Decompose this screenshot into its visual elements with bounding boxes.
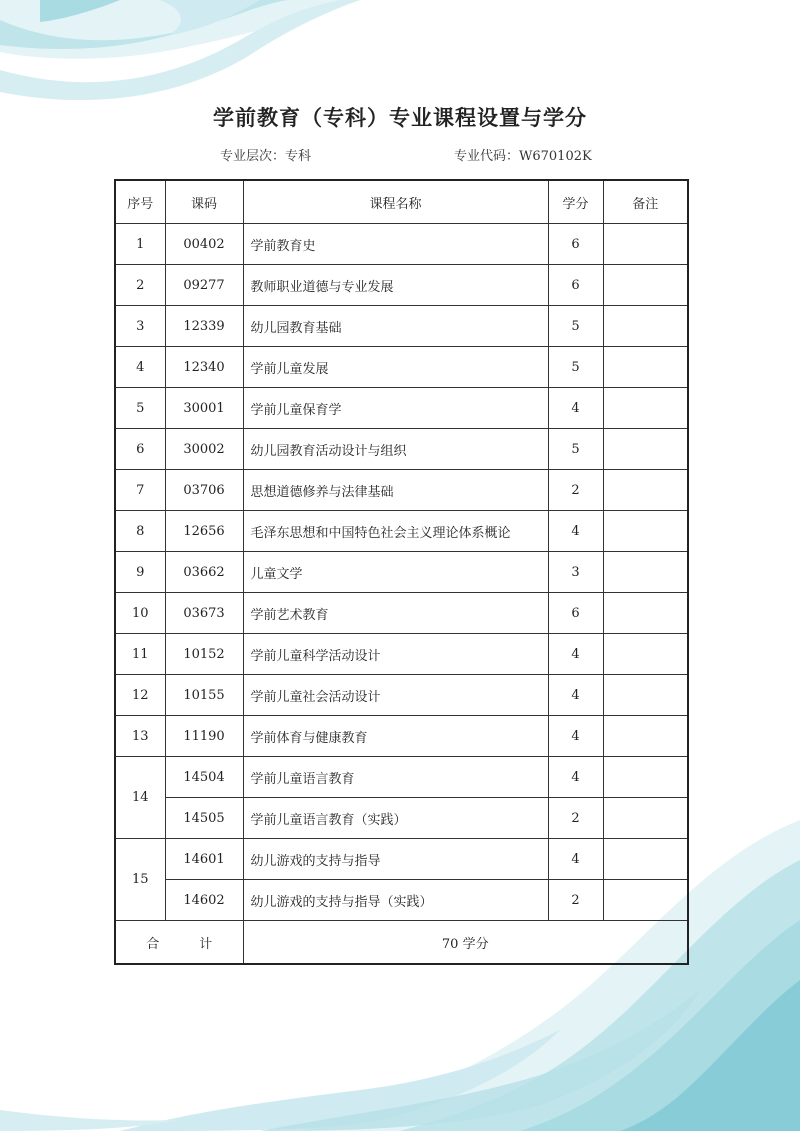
cell-credit: 4 <box>548 839 603 880</box>
header-code: 课码 <box>165 180 243 224</box>
table-row <box>115 675 688 716</box>
cell-name: 幼儿园教育基础 <box>243 306 548 347</box>
cell-seq: 2 <box>115 265 165 306</box>
document-title: 学前教育（专科）专业课程设置与学分 <box>213 106 587 130</box>
cell-note <box>603 265 688 306</box>
cell-code: 03706 <box>165 470 243 511</box>
cell-credit: 2 <box>548 798 603 839</box>
cell-code: 30002 <box>165 429 243 470</box>
cell-code: 30001 <box>165 388 243 429</box>
cell-name: 幼儿园教育活动设计与组织 <box>243 429 548 470</box>
cell-credit: 4 <box>548 511 603 552</box>
total-label-b: 计 <box>199 936 213 952</box>
cell-seq: 6 <box>115 429 165 470</box>
cell-note <box>603 306 688 347</box>
cell-code: 12656 <box>165 511 243 552</box>
cell-code: 11190 <box>165 716 243 757</box>
cell-name: 学前儿童科学活动设计 <box>243 634 548 675</box>
cell-credit: 4 <box>548 757 603 798</box>
cell-code: 14504 <box>165 757 243 798</box>
course-table <box>114 179 689 965</box>
cell-name: 幼儿游戏的支持与指导 <box>243 839 548 880</box>
cell-code: 03662 <box>165 552 243 593</box>
cell-name: 学前儿童社会活动设计 <box>243 675 548 716</box>
cell-name: 学前儿童发展 <box>243 347 548 388</box>
table-row <box>115 388 688 429</box>
cell-credit: 4 <box>548 634 603 675</box>
cell-code: 09277 <box>165 265 243 306</box>
cell-note <box>603 347 688 388</box>
cell-code: 14505 <box>165 798 243 839</box>
cell-note <box>603 675 688 716</box>
cell-name: 学前儿童语言教育（实践） <box>243 798 548 839</box>
cell-note <box>603 634 688 675</box>
total-row <box>115 921 688 965</box>
cell-note <box>603 880 688 921</box>
header-note: 备注 <box>603 180 688 224</box>
cell-note <box>603 388 688 429</box>
cell-note <box>603 470 688 511</box>
cell-note <box>603 552 688 593</box>
header-name: 课程名称 <box>243 180 548 224</box>
cell-seq: 5 <box>115 388 165 429</box>
cell-name: 幼儿游戏的支持与指导（实践） <box>243 880 548 921</box>
table-row <box>115 716 688 757</box>
cell-seq: 1 <box>115 224 165 265</box>
cell-credit: 3 <box>548 552 603 593</box>
cell-credit: 5 <box>548 306 603 347</box>
cell-seq: 13 <box>115 716 165 757</box>
header-seq: 序号 <box>115 180 165 224</box>
cell-note <box>603 593 688 634</box>
cell-seq: 12 <box>115 675 165 716</box>
cell-seq: 7 <box>115 470 165 511</box>
cell-seq: 10 <box>115 593 165 634</box>
total-value: 70 学分 <box>243 921 688 965</box>
table-row <box>115 306 688 347</box>
table-row <box>115 593 688 634</box>
table-row <box>115 429 688 470</box>
cell-seq: 11 <box>115 634 165 675</box>
cell-seq: 15 <box>115 839 165 921</box>
total-label-a: 合 <box>146 936 160 952</box>
cell-note <box>603 798 688 839</box>
cell-seq: 14 <box>115 757 165 839</box>
cell-code: 00402 <box>165 224 243 265</box>
table-row <box>115 757 688 798</box>
header-credit: 学分 <box>548 180 603 224</box>
major-code: 专业代码：W670102K <box>454 149 592 164</box>
table-row <box>115 224 688 265</box>
total-label <box>115 921 243 965</box>
major-level: 专业层次：专科 <box>220 149 312 164</box>
table-row <box>115 470 688 511</box>
cell-code: 12339 <box>165 306 243 347</box>
table-row <box>115 634 688 675</box>
cell-credit: 6 <box>548 224 603 265</box>
cell-name: 学前艺术教育 <box>243 593 548 634</box>
cell-name: 儿童文学 <box>243 552 548 593</box>
cell-name: 思想道德修养与法律基础 <box>243 470 548 511</box>
cell-credit: 2 <box>548 470 603 511</box>
table-row <box>115 798 688 839</box>
cell-note <box>603 716 688 757</box>
cell-code: 14602 <box>165 880 243 921</box>
cell-code: 14601 <box>165 839 243 880</box>
cell-credit: 5 <box>548 429 603 470</box>
table-row <box>115 265 688 306</box>
table-row <box>115 839 688 880</box>
cell-name: 学前儿童语言教育 <box>243 757 548 798</box>
cell-credit: 2 <box>548 880 603 921</box>
cell-code: 10152 <box>165 634 243 675</box>
cell-note <box>603 839 688 880</box>
cell-name: 毛泽东思想和中国特色社会主义理论体系概论 <box>243 511 548 552</box>
cell-seq: 9 <box>115 552 165 593</box>
table-row <box>115 552 688 593</box>
cell-name: 学前教育史 <box>243 224 548 265</box>
cell-credit: 4 <box>548 716 603 757</box>
cell-seq: 3 <box>115 306 165 347</box>
cell-credit: 4 <box>548 675 603 716</box>
cell-name: 学前儿童保育学 <box>243 388 548 429</box>
cell-note <box>603 757 688 798</box>
cell-note <box>603 429 688 470</box>
cell-name: 学前体育与健康教育 <box>243 716 548 757</box>
cell-name: 教师职业道德与专业发展 <box>243 265 548 306</box>
cell-credit: 6 <box>548 593 603 634</box>
cell-seq: 4 <box>115 347 165 388</box>
cell-code: 03673 <box>165 593 243 634</box>
table-row <box>115 511 688 552</box>
cell-code: 10155 <box>165 675 243 716</box>
cell-note <box>603 511 688 552</box>
table-row <box>115 347 688 388</box>
cell-code: 12340 <box>165 347 243 388</box>
cell-credit: 5 <box>548 347 603 388</box>
cell-credit: 4 <box>548 388 603 429</box>
table-header-row <box>115 180 688 224</box>
table-row <box>115 880 688 921</box>
cell-seq: 8 <box>115 511 165 552</box>
cell-credit: 6 <box>548 265 603 306</box>
cell-note <box>603 224 688 265</box>
